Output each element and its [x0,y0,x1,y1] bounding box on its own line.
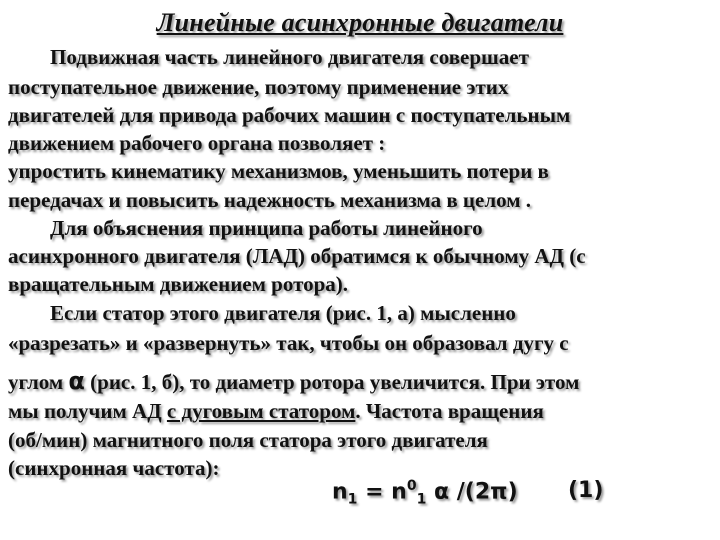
slide-title: Линейные асинхронные двигатели [156,8,564,37]
text-line-4: движением рабочего органа позволяет : [8,131,386,155]
text-line-2: поступательное движение, поэтому применение этих [8,75,509,99]
formula-sub-1: 1 [347,491,358,508]
text-line-12-end: (рис. 1, б), то диаметр ротора увеличится. При этом [84,370,580,394]
equation-number: (1) [568,478,604,503]
underlined-term: с дуговым статором [166,399,356,423]
text-line-13 [8,398,544,424]
formula-sup-0: 0 [406,478,417,494]
alpha-symbol: α [68,367,85,395]
text-line-1: Подвижная часть линейного двигателя совершает [50,45,529,69]
text-line-9: вращательным движением ротора). [8,272,349,296]
text-line-5: упростить кинематику механизмов, уменьшить потери в [8,159,549,183]
formula-n: n [332,479,348,505]
text-line-13-end: . Частота вращения [355,399,544,423]
text-line-6: передачах и повысить надежность механизма в целом . [8,188,532,212]
text-line-7: Для объяснения принципа работы линейного [50,216,483,240]
text-line-12-start: углом [8,370,69,394]
text-line-8: асинхронного двигателя (ЛАД) обратимся к обычному АД (с [8,244,586,268]
text-line-10: Если статор этого двигателя (рис. 1, а) мысленно [50,301,516,325]
text-line-13-start: мы получим АД [8,399,167,423]
formula-eq: = n [357,479,407,505]
formula-sub-1b: 1 [416,491,427,508]
text-line-11: «разрезать» и «развернуть» так, чтобы он образовал дугу с [8,331,569,355]
formula-rest: α /(2π) [426,479,518,505]
text-line-15: (синхронная частота): [8,456,220,480]
formula [332,478,518,508]
text-line-14: (об/мин) магнитного поля статора этого двигателя [8,428,488,452]
text-line-3: двигателей для привода рабочих машин с поступательным [8,103,571,127]
text-line-12 [8,368,579,395]
